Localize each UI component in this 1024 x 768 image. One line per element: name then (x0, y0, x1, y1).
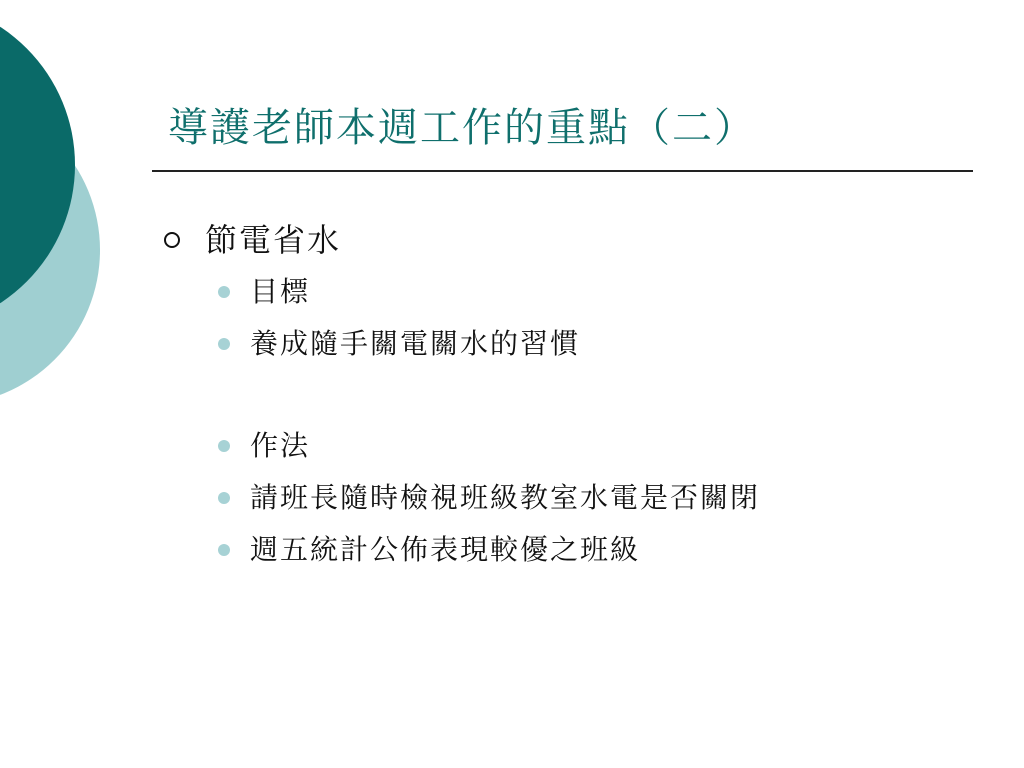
hollow-circle-bullet-icon (164, 232, 180, 248)
circle-bullet-icon (218, 440, 230, 452)
bullet-goal-text: 養成隨手關電關水的習慣 (250, 327, 581, 360)
circle-bullet-icon (218, 544, 230, 556)
slide-title: 導護老師本週工作的重點（二） (168, 105, 756, 151)
level1-item: 節電省水 (205, 221, 342, 259)
circle-bullet-icon (218, 338, 230, 350)
bullet-goal-label: 目標 (250, 275, 311, 308)
bullet-method-step-2: 週五統計公佈表現較優之班級 (250, 533, 641, 566)
bullet-method-step-1: 請班長隨時檢視班級教室水電是否關閉 (250, 481, 761, 514)
bullet-method-label: 作法 (250, 429, 311, 462)
circle-bullet-icon (218, 492, 230, 504)
circle-bullet-icon (218, 286, 230, 298)
